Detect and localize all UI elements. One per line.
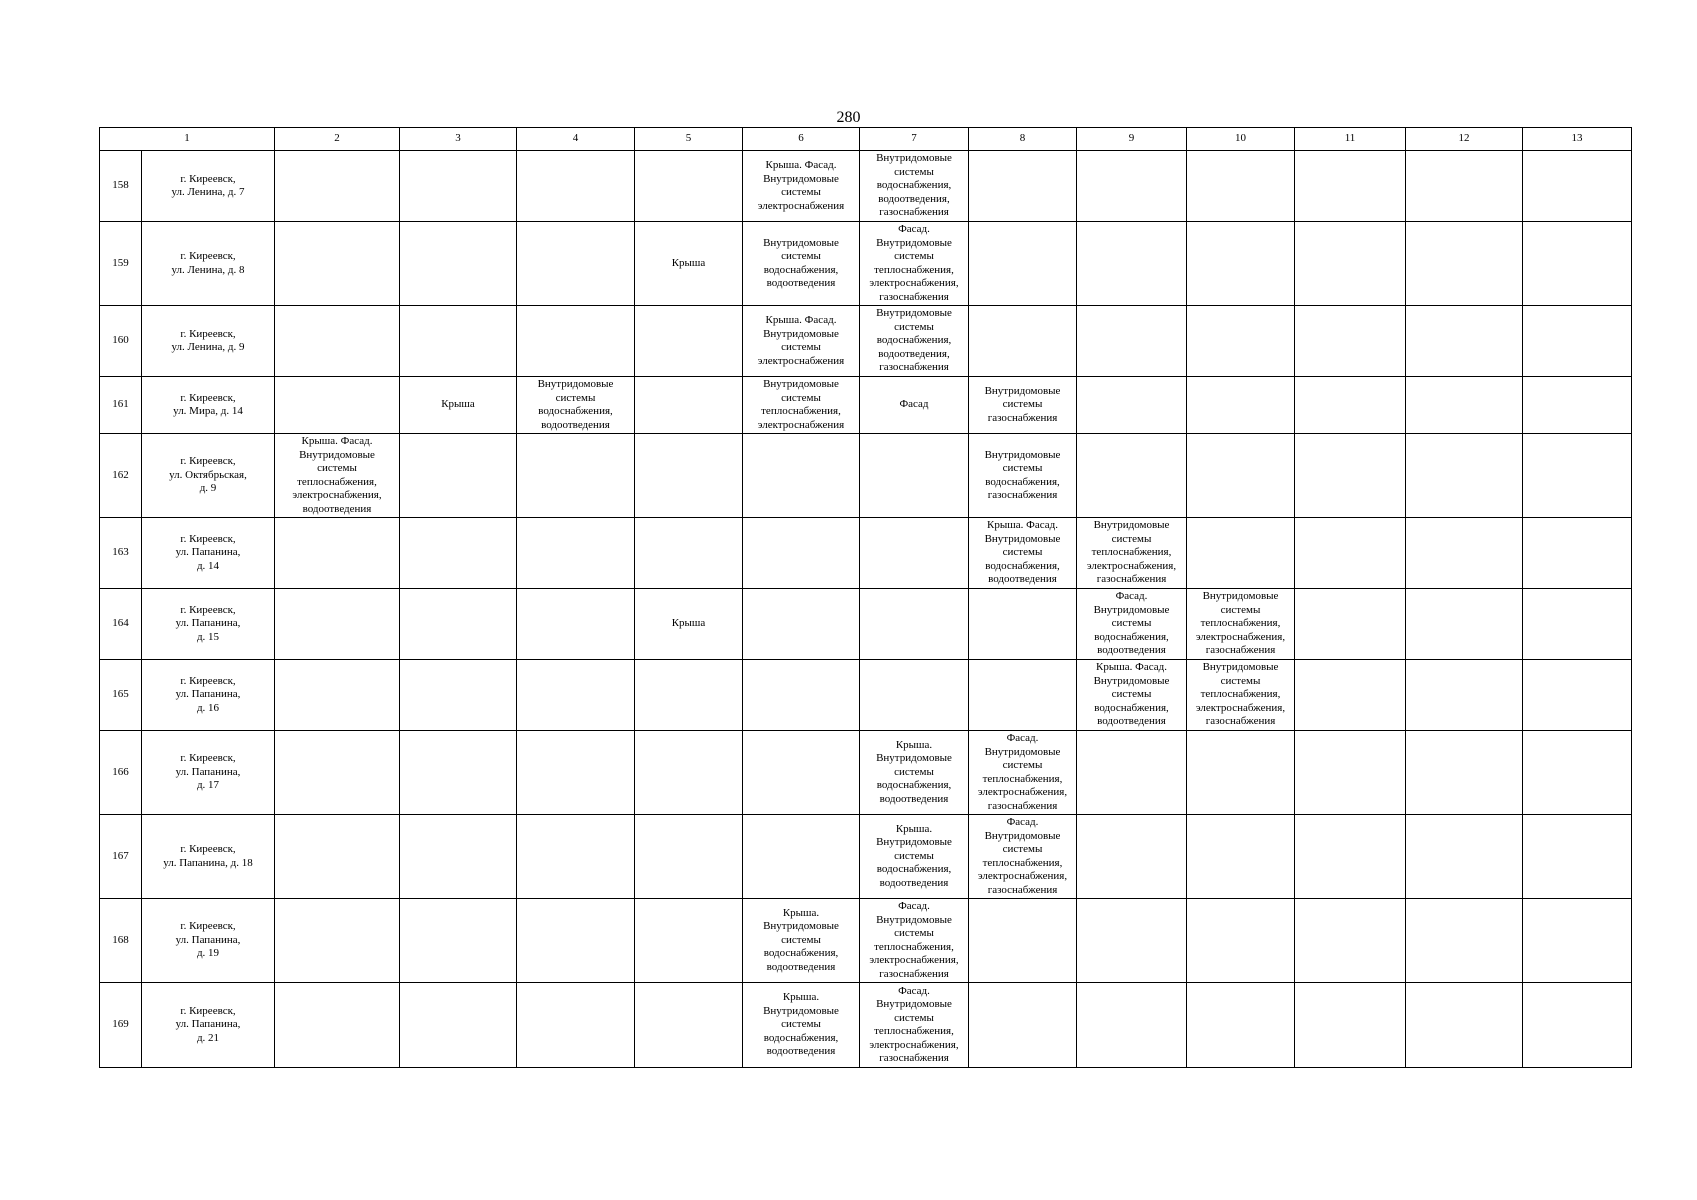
work-cell-text: Крыша. Внутридомовые системы водоснабжения, водоотведения [876, 822, 952, 889]
work-cell [1295, 377, 1406, 434]
work-cell-text: Фасад. Внутридомовые системы теплоснабжения, электроснабжения, газоснабжения [977, 816, 1068, 896]
work-cell [1295, 899, 1406, 983]
address-cell-text: г. Киреевск, ул. Папанина, д. 17 [175, 752, 241, 792]
work-cell [400, 731, 517, 815]
table-row [100, 434, 1632, 518]
table-row [100, 151, 1632, 222]
work-cell [517, 151, 635, 222]
table-row [100, 518, 1632, 589]
work-cell [635, 815, 743, 899]
work-cell [1077, 434, 1187, 518]
work-cell [1406, 377, 1523, 434]
work-cell [1406, 434, 1523, 518]
address-cell-text: г. Киреевск, ул. Папанина, д. 16 [175, 674, 241, 714]
work-cell [400, 815, 517, 899]
work-cell [400, 983, 517, 1068]
work-cell [1187, 589, 1295, 660]
work-cell [1295, 518, 1406, 589]
work-cell [400, 660, 517, 731]
work-cell [860, 518, 969, 589]
work-cell [275, 815, 400, 899]
work-cell [275, 377, 400, 434]
work-cell [1523, 589, 1632, 660]
work-cell-text: Внутридомовые системы теплоснабжения, электроснабжения, газоснабжения [1195, 590, 1286, 657]
work-cell [275, 222, 400, 306]
row-number-cell-text: 158 [112, 179, 129, 192]
table-header [100, 128, 1632, 151]
work-cell [635, 151, 743, 222]
address-cell-text: г. Киреевск, ул. Папанина, д. 14 [175, 532, 241, 572]
row-number-cell-text: 168 [112, 933, 129, 946]
work-cell [743, 899, 860, 983]
header-cell: 7 [860, 128, 969, 151]
table-body [100, 151, 1632, 1068]
row-number-cell [100, 983, 142, 1068]
work-cell [743, 377, 860, 434]
row-number-cell [100, 731, 142, 815]
address-cell [142, 815, 275, 899]
work-cell [743, 518, 860, 589]
work-cell [1523, 518, 1632, 589]
row-number-cell-text: 160 [112, 334, 129, 347]
address-cell-text: г. Киреевск, ул. Октябрьская, д. 9 [169, 455, 247, 495]
work-cell-text: Крыша. Фасад. Внутридомовые системы водоснабжения, водоотведения [1093, 661, 1170, 728]
header-cell: 11 [1295, 128, 1406, 151]
work-cell [1406, 222, 1523, 306]
address-cell [142, 151, 275, 222]
address-cell-text: г. Киреевск, ул. Папанина, д. 19 [175, 920, 241, 960]
address-cell-text: г. Киреевск, ул. Ленина, д. 7 [171, 172, 245, 198]
work-cell [1187, 983, 1295, 1068]
work-cell [1187, 899, 1295, 983]
work-cell-text: Фасад. Внутридомовые системы теплоснабжения, электроснабжения, газоснабжения [869, 900, 959, 980]
row-number-cell [100, 815, 142, 899]
work-cell-text: Фасад [899, 398, 929, 411]
work-cell [1295, 815, 1406, 899]
work-cell [400, 899, 517, 983]
row-number-cell [100, 151, 142, 222]
work-cell-text: Крыша [441, 398, 475, 411]
work-cell [1523, 815, 1632, 899]
work-cell [860, 731, 969, 815]
address-cell [142, 377, 275, 434]
work-cell [1406, 151, 1523, 222]
work-cell [1295, 151, 1406, 222]
work-cell [1295, 306, 1406, 377]
header-cell: 5 [635, 128, 743, 151]
work-cell [969, 983, 1077, 1068]
work-cell [275, 899, 400, 983]
work-cell [275, 518, 400, 589]
row-number-cell [100, 899, 142, 983]
work-cell-text: Крыша. Фасад. Внутридомовые системы электроснабжения [757, 159, 845, 212]
work-cell [1187, 731, 1295, 815]
work-cell [1187, 377, 1295, 434]
work-cell [860, 377, 969, 434]
row-number-cell-text: 166 [112, 765, 129, 778]
work-cell [1406, 589, 1523, 660]
work-cell [635, 899, 743, 983]
work-cell-text: Крыша [671, 617, 706, 630]
work-cell [635, 222, 743, 306]
work-cell [1077, 222, 1187, 306]
work-cell [1295, 660, 1406, 731]
work-cell [1406, 899, 1523, 983]
header-cell: 12 [1406, 128, 1523, 151]
address-cell [142, 983, 275, 1068]
header-cell: 1 [100, 128, 275, 151]
work-cell [969, 377, 1077, 434]
work-cell [1523, 306, 1632, 377]
work-cell [1295, 589, 1406, 660]
work-cell [275, 983, 400, 1068]
work-cell [400, 377, 517, 434]
row-number-cell-text: 159 [112, 256, 129, 269]
work-cell [1523, 899, 1632, 983]
address-cell-text: г. Киреевск, ул. Мира, д. 14 [173, 391, 243, 417]
work-cell [517, 660, 635, 731]
work-cell [743, 151, 860, 222]
table-row [100, 983, 1632, 1068]
work-cell [969, 151, 1077, 222]
repair-schedule-table [99, 127, 1632, 1068]
address-cell [142, 518, 275, 589]
work-cell [969, 434, 1077, 518]
row-number-cell [100, 306, 142, 377]
work-cell [1187, 434, 1295, 518]
work-cell [969, 815, 1077, 899]
work-cell [635, 518, 743, 589]
work-cell [635, 377, 743, 434]
work-cell [743, 434, 860, 518]
row-number-cell-text: 164 [112, 617, 129, 630]
work-cell [1187, 306, 1295, 377]
work-cell [743, 222, 860, 306]
address-cell [142, 660, 275, 731]
work-cell [275, 731, 400, 815]
work-cell-text: Крыша. Внутридомовые системы водоснабжения, водоотведения [763, 906, 839, 973]
address-cell-text: г. Киреевск, ул. Ленина, д. 8 [171, 250, 245, 276]
row-number-cell [100, 660, 142, 731]
address-cell-text: г. Киреевск, ул. Папанина, д. 15 [175, 603, 241, 643]
work-cell [1077, 660, 1187, 731]
work-cell-text: Фасад. Внутридомовые системы теплоснабжения, электроснабжения, газоснабжения [977, 732, 1068, 812]
header-cell: 13 [1523, 128, 1632, 151]
work-cell [275, 306, 400, 377]
table-row [100, 306, 1632, 377]
work-cell [1523, 660, 1632, 731]
work-cell [860, 983, 969, 1068]
work-cell [635, 306, 743, 377]
work-cell [1523, 377, 1632, 434]
work-cell-text: Крыша. Внутридомовые системы водоснабжения, водоотведения [876, 738, 952, 805]
header-cell: 10 [1187, 128, 1295, 151]
work-cell [1187, 660, 1295, 731]
work-cell [1077, 377, 1187, 434]
address-cell [142, 434, 275, 518]
work-cell [860, 660, 969, 731]
work-cell-text: Внутридомовые системы водоснабжения, водоотведения [537, 378, 614, 431]
work-cell [743, 815, 860, 899]
work-cell [969, 899, 1077, 983]
work-cell [1406, 983, 1523, 1068]
work-cell [400, 222, 517, 306]
address-cell [142, 731, 275, 815]
work-cell [1187, 518, 1295, 589]
work-cell [860, 151, 969, 222]
work-cell [743, 660, 860, 731]
work-cell-text: Крыша [671, 256, 706, 269]
row-number-cell [100, 589, 142, 660]
work-cell [1523, 731, 1632, 815]
work-cell [860, 815, 969, 899]
work-cell-text: Внутридомовые системы водоснабжения, водоотведения, газоснабжения [876, 307, 952, 374]
work-cell [1187, 222, 1295, 306]
work-cell [860, 899, 969, 983]
work-cell [400, 434, 517, 518]
header-cell: 8 [969, 128, 1077, 151]
work-cell-text: Крыша. Внутридомовые системы водоснабжения, водоотведения [763, 991, 839, 1058]
work-cell [517, 983, 635, 1068]
work-cell-text: Фасад. Внутридомовые системы водоснабжения, водоотведения [1093, 590, 1170, 657]
work-cell [517, 222, 635, 306]
work-cell [635, 731, 743, 815]
work-cell [1077, 815, 1187, 899]
row-number-cell-text: 162 [112, 468, 129, 481]
row-number-cell [100, 518, 142, 589]
work-cell [517, 377, 635, 434]
work-cell [635, 589, 743, 660]
page-number: 280 [836, 109, 861, 126]
table-row [100, 899, 1632, 983]
work-cell-text: Фасад. Внутридомовые системы теплоснабжения, электроснабжения, газоснабжения [869, 223, 959, 303]
work-cell [400, 518, 517, 589]
work-cell [635, 983, 743, 1068]
work-cell-text: Крыша. Фасад. Внутридомовые системы электроснабжения [757, 314, 845, 367]
work-cell-text: Внутридомовые системы теплоснабжения, электроснабжения, газоснабжения [1195, 661, 1286, 728]
work-cell [517, 434, 635, 518]
work-cell [1187, 815, 1295, 899]
work-cell [1077, 731, 1187, 815]
work-cell-text: Крыша. Фасад. Внутридомовые системы водоснабжения, водоотведения [984, 519, 1061, 586]
work-cell [969, 222, 1077, 306]
work-cell [1077, 151, 1187, 222]
work-cell [1406, 660, 1523, 731]
work-cell [1077, 589, 1187, 660]
row-number-cell [100, 377, 142, 434]
work-cell-text: Внутридомовые системы водоснабжения, водоотведения [763, 236, 839, 289]
work-cell [969, 731, 1077, 815]
work-cell [1523, 151, 1632, 222]
work-cell [1077, 518, 1187, 589]
work-cell [275, 660, 400, 731]
work-cell [969, 660, 1077, 731]
header-cell: 6 [743, 128, 860, 151]
work-cell [400, 589, 517, 660]
work-cell [275, 434, 400, 518]
work-cell [517, 518, 635, 589]
work-cell [1523, 222, 1632, 306]
work-cell-text: Крыша. Фасад. Внутридомовые системы теплоснабжения, электроснабжения, водоотведения [292, 435, 382, 515]
header-cell: 3 [400, 128, 517, 151]
work-cell [860, 589, 969, 660]
work-cell [860, 222, 969, 306]
work-cell [1295, 434, 1406, 518]
work-cell [400, 151, 517, 222]
work-cell [1187, 151, 1295, 222]
work-cell [517, 815, 635, 899]
row-number-cell-text: 161 [112, 398, 129, 411]
header-cell: 2 [275, 128, 400, 151]
work-cell [275, 151, 400, 222]
work-cell-text: Внутридомовые системы водоснабжения, газоснабжения [984, 448, 1061, 501]
work-cell [1406, 518, 1523, 589]
work-cell [1523, 983, 1632, 1068]
work-cell [1295, 222, 1406, 306]
work-cell [969, 518, 1077, 589]
row-number-cell-text: 163 [112, 546, 129, 559]
work-cell-text: Внутридомовые системы газоснабжения [984, 384, 1061, 424]
work-cell [1406, 731, 1523, 815]
work-cell-text: Внутридомовые системы теплоснабжения, электроснабжения [757, 378, 845, 431]
work-cell [635, 660, 743, 731]
table-row [100, 660, 1632, 731]
work-cell [969, 306, 1077, 377]
address-cell-text: г. Киреевск, ул. Папанина, д. 18 [163, 843, 253, 869]
header-row [100, 128, 1632, 151]
header-cell: 9 [1077, 128, 1187, 151]
work-cell [1295, 983, 1406, 1068]
work-cell [860, 434, 969, 518]
work-cell [743, 731, 860, 815]
work-cell [635, 434, 743, 518]
work-cell [1295, 731, 1406, 815]
work-cell [1406, 815, 1523, 899]
address-cell [142, 899, 275, 983]
header-cell: 4 [517, 128, 635, 151]
work-cell [400, 306, 517, 377]
address-cell [142, 306, 275, 377]
work-cell [743, 306, 860, 377]
work-cell-text: Внутридомовые системы водоснабжения, водоотведения, газоснабжения [876, 152, 952, 219]
table-row [100, 815, 1632, 899]
work-cell-text: Внутридомовые системы теплоснабжения, электроснабжения, газоснабжения [1086, 519, 1177, 586]
work-cell [517, 731, 635, 815]
row-number-cell [100, 222, 142, 306]
table-row [100, 377, 1632, 434]
table-row [100, 222, 1632, 306]
table-row [100, 589, 1632, 660]
work-cell [517, 589, 635, 660]
row-number-cell-text: 167 [112, 849, 129, 862]
address-cell [142, 222, 275, 306]
row-number-cell-text: 165 [112, 688, 129, 701]
table-row [100, 731, 1632, 815]
work-cell [1077, 306, 1187, 377]
work-cell [969, 589, 1077, 660]
work-cell [517, 899, 635, 983]
work-cell [743, 983, 860, 1068]
row-number-cell-text: 169 [112, 1018, 129, 1031]
work-cell [275, 589, 400, 660]
address-cell-text: г. Киреевск, ул. Ленина, д. 9 [171, 327, 245, 353]
address-cell [142, 589, 275, 660]
work-cell [517, 306, 635, 377]
work-cell [1077, 899, 1187, 983]
address-cell-text: г. Киреевск, ул. Папанина, д. 21 [175, 1004, 241, 1044]
work-cell [860, 306, 969, 377]
work-cell [1523, 434, 1632, 518]
work-cell-text: Фасад. Внутридомовые системы теплоснабжения, электроснабжения, газоснабжения [869, 984, 959, 1064]
work-cell [743, 589, 860, 660]
row-number-cell [100, 434, 142, 518]
work-cell [1077, 983, 1187, 1068]
work-cell [1406, 306, 1523, 377]
